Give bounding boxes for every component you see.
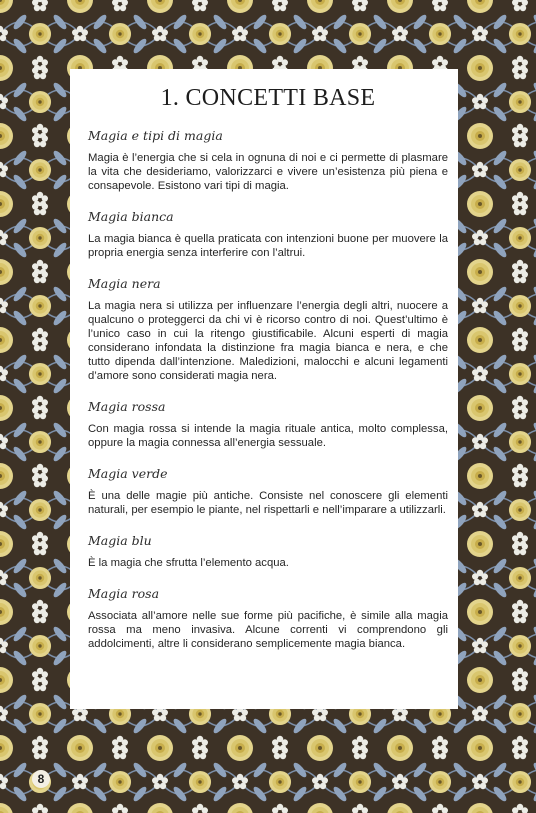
section-heading: Magia nera bbox=[88, 276, 161, 291]
section-magia-rosa bbox=[88, 586, 448, 651]
section-body: È la magia che sfrutta l’elemento acqua. bbox=[88, 557, 289, 569]
section-heading: Magia bianca bbox=[88, 209, 174, 224]
section-body: Associata all’amore nelle sue forme più pacifiche, è simile alla magia rossa ma meno invasiva. Alcune correnti vi comprendono gli addolcimenti, altre li considerano semplicemente magia bianca. bbox=[88, 610, 448, 650]
section-body: Magia è l’energia che si cela in ognuna di noi e ci permette di plasmare la vita che desideriamo, valorizzarci e vivere un’esistenza più piena e consapevole. Esistono vari tipi di magia. bbox=[88, 152, 448, 192]
page-number: 8 bbox=[32, 770, 50, 788]
section-magia-verde bbox=[88, 466, 448, 517]
section-magia-e-tipi bbox=[88, 128, 448, 193]
section-body: È una delle magie più antiche. Consiste nel conoscere gli elementi naturali, per esempio le piante, nel rispettarli e nell’imparare a utilizzarli. bbox=[88, 490, 448, 516]
page-title: 1. CONCETTI BASE bbox=[160, 85, 376, 111]
content-panel bbox=[70, 69, 458, 709]
section-body: Con magia rossa si intende la magia rituale antica, molto complessa, oppure la magia connessa all’energia sessuale. bbox=[88, 423, 448, 449]
section-heading: Magia blu bbox=[88, 533, 152, 548]
section-heading: Magia verde bbox=[88, 466, 168, 481]
section-magia-nera bbox=[88, 276, 448, 383]
section-body: La magia bianca è quella praticata con intenzioni buone per muovere la propria energia senza interferire con l’altrui. bbox=[88, 233, 448, 259]
section-magia-blu bbox=[88, 533, 448, 570]
section-heading: Magia rosa bbox=[88, 586, 160, 601]
section-heading: Magia rossa bbox=[88, 399, 166, 414]
section-magia-rossa bbox=[88, 399, 448, 450]
section-body: La magia nera si utilizza per influenzare l’energia degli altri, nuocere a qualcuno o proteggerci da chi vi è ricorso contro di noi. Quest’ultimo è l’unico caso in cui la ritengo giustificabile. Alcuni esperti di magia considerano infondata la distinzione fra magia bianca e nera, e che tutto dipenda dall’intenzione. Maledizioni, malocchi e alcuni legamenti d’amore sono considerati magia nera. bbox=[88, 300, 448, 382]
section-heading: Magia e tipi di magia bbox=[88, 128, 223, 143]
section-magia-bianca bbox=[88, 209, 448, 260]
